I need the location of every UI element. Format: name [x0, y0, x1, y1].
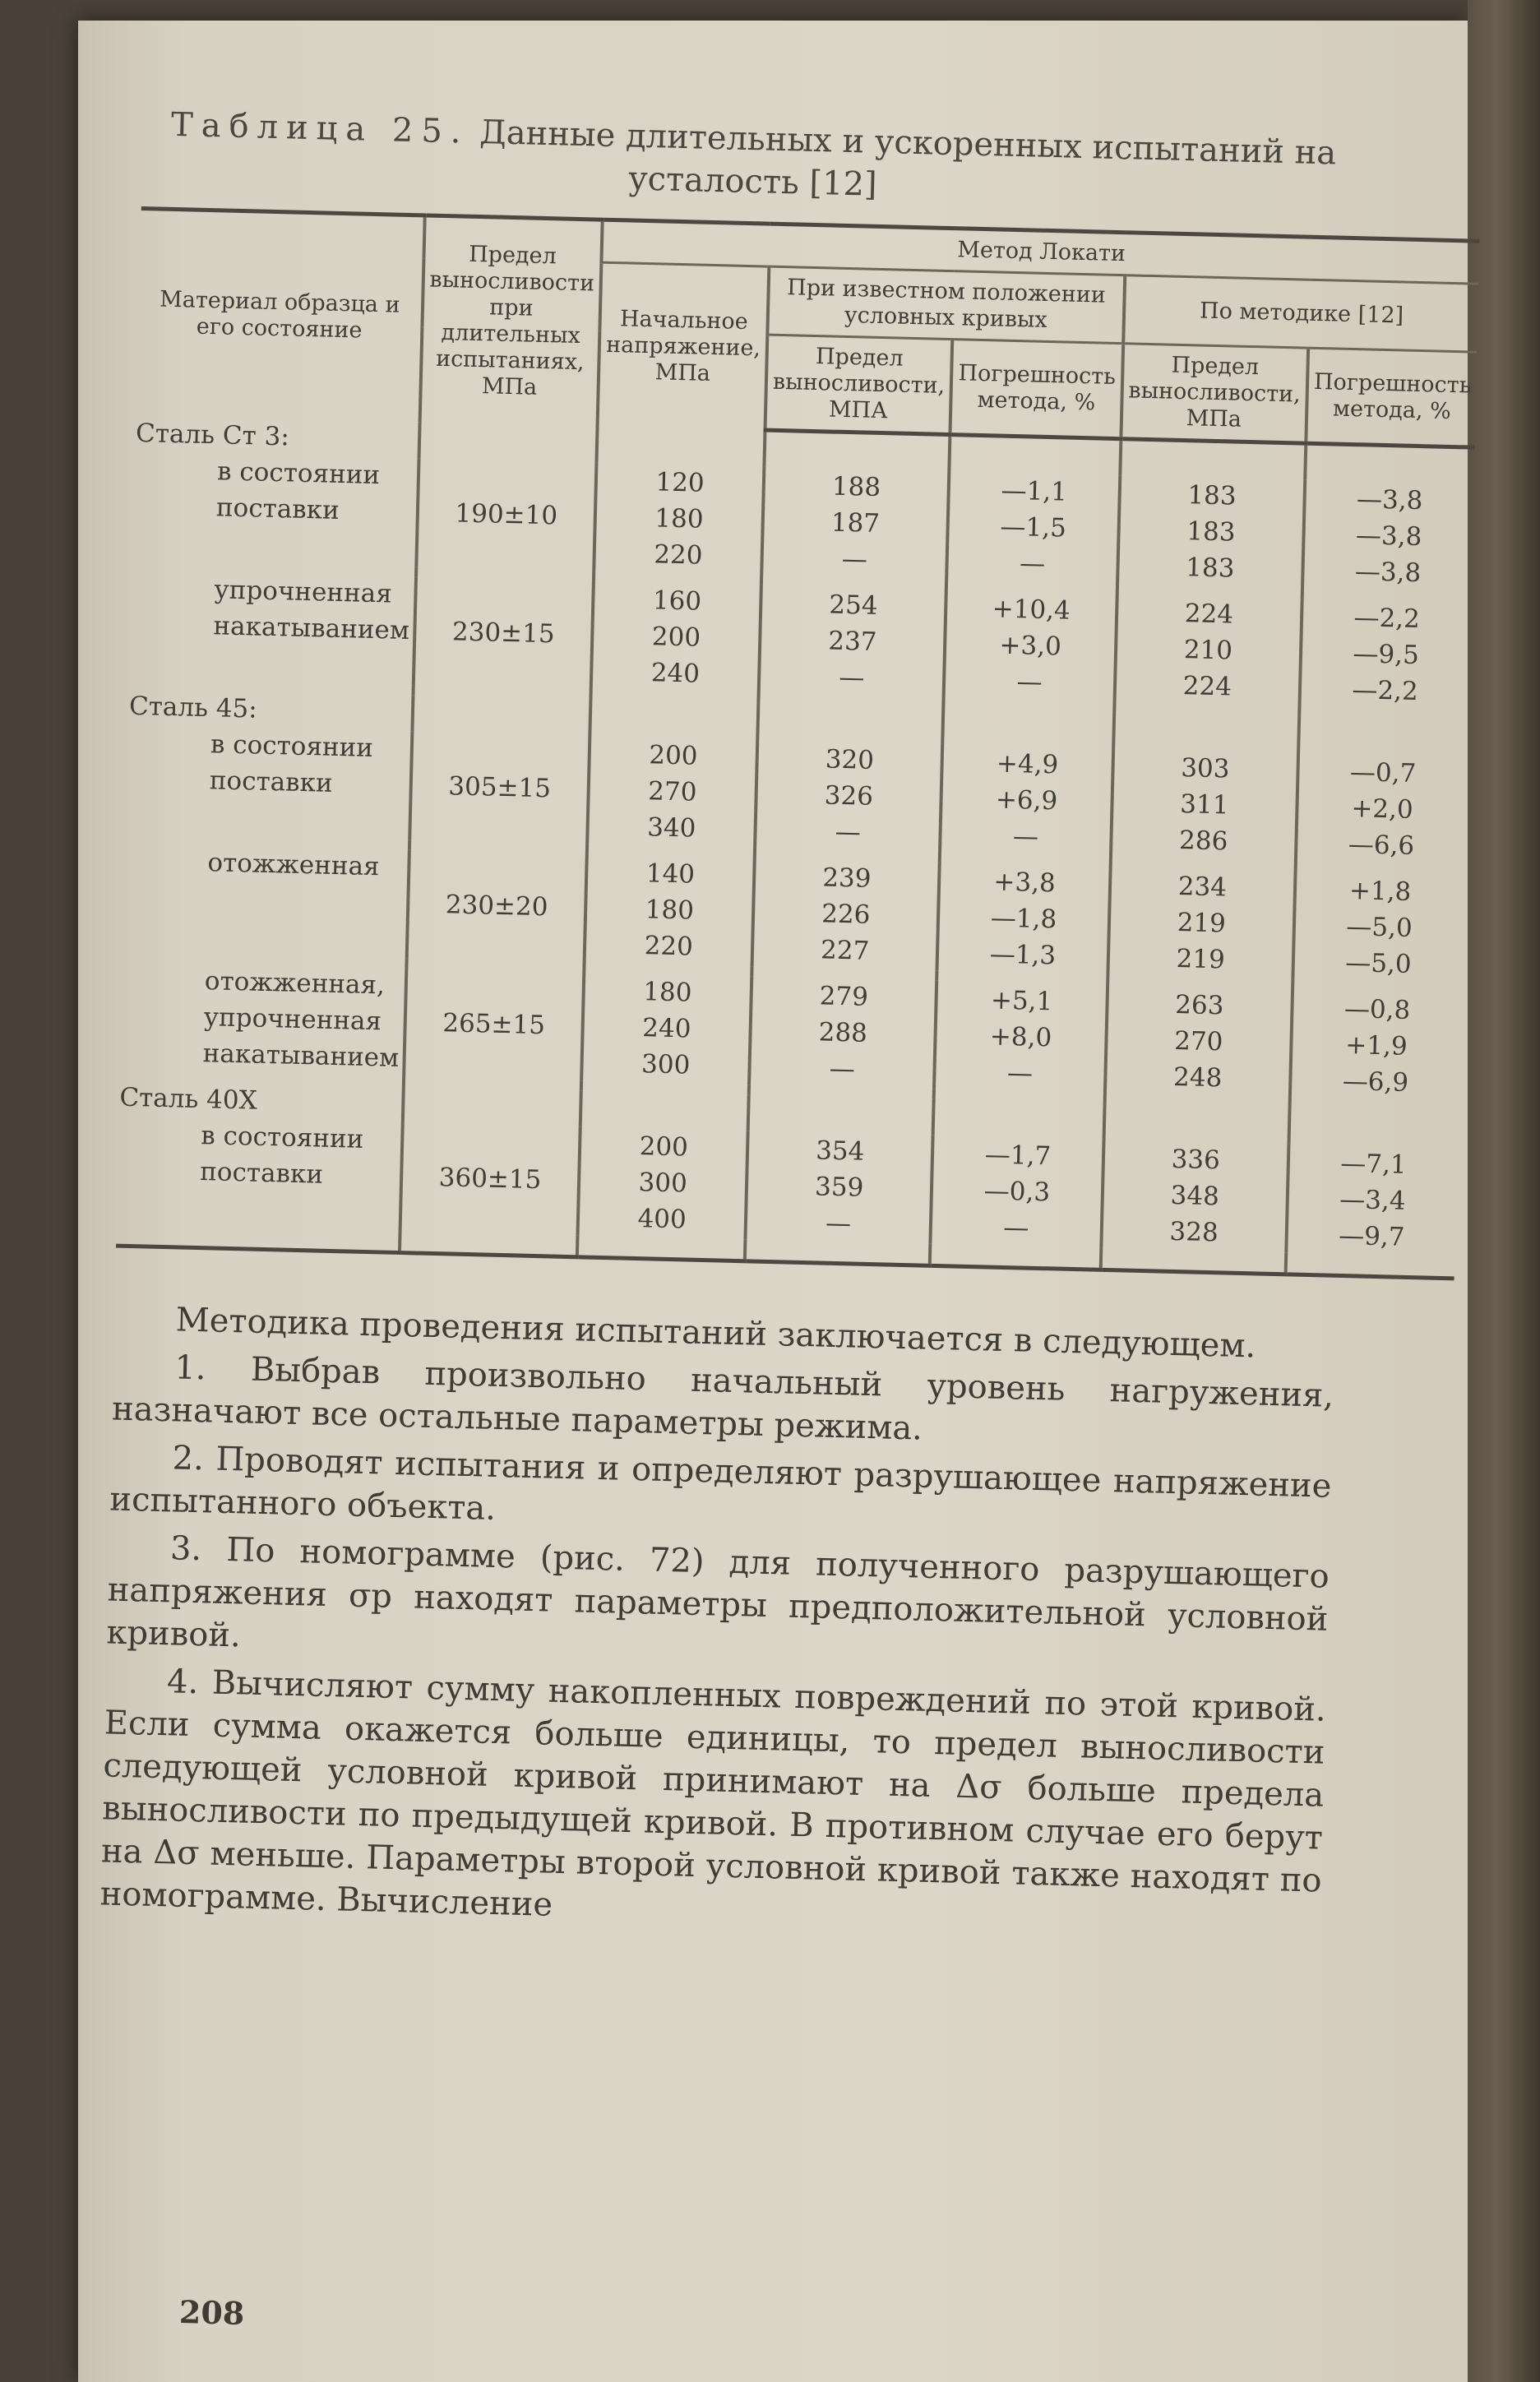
- known-limit: —: [835, 816, 862, 848]
- header-known-position: При известном положении условных кривых: [767, 266, 1125, 344]
- method-limit: 348: [1170, 1180, 1220, 1211]
- method-limit: 224: [1184, 598, 1234, 630]
- method-limit: 183: [1186, 516, 1236, 548]
- initial-stress: 400: [637, 1203, 687, 1235]
- table-title-prefix: Таблица 25.: [170, 105, 470, 151]
- known-limit: 320: [825, 743, 875, 775]
- known-limit: 237: [827, 626, 877, 657]
- method-error: —3,8: [1354, 556, 1422, 588]
- known-error: —: [1019, 548, 1046, 579]
- table-body: [116, 414, 1474, 1278]
- known-limit: 326: [824, 779, 874, 812]
- header-method-error: Погрешность метода, %: [1306, 348, 1477, 447]
- known-error: —: [1016, 666, 1043, 697]
- long-test-limit: 305±15: [447, 770, 552, 803]
- initial-stress: 180: [645, 894, 695, 926]
- header-initial-stress: Начальное напряжение, МПа: [598, 262, 770, 430]
- known-error: —1,3: [989, 938, 1057, 970]
- method-error: —0,8: [1343, 993, 1411, 1025]
- method-error: —3,8: [1355, 520, 1422, 552]
- method-error: —6,9: [1342, 1066, 1409, 1098]
- known-limit: 254: [828, 590, 879, 621]
- method-error: +2,0: [1351, 793, 1414, 825]
- material-state: поставки: [209, 765, 334, 798]
- header-method: Метод Локати: [602, 220, 1480, 284]
- initial-stress: 270: [647, 775, 697, 807]
- known-error: +5,1: [990, 984, 1053, 1016]
- long-test-limit: 230±15: [451, 616, 556, 649]
- method-limit: 286: [1178, 825, 1228, 856]
- paragraph-step-3: 3. По номограмме (рис. 72) для полученного разрушающего напряжения σр находят параметры предположительной условной кривой.: [105, 1529, 1330, 1654]
- initial-stress: 240: [641, 1012, 691, 1044]
- long-test-limit: 230±20: [445, 889, 548, 922]
- initial-stress: 300: [638, 1167, 688, 1199]
- initial-stress: 180: [642, 976, 692, 1008]
- initial-stress: 120: [655, 466, 705, 498]
- method-error: +1,8: [1348, 875, 1412, 907]
- material-state: упрочненная: [203, 1001, 382, 1036]
- body-text: [99, 1297, 1335, 1945]
- known-limit: 226: [821, 898, 871, 930]
- method-error: —3,4: [1339, 1184, 1407, 1216]
- paragraph-step-4: 4. Вычисляют сумму накопленных повреждений по этой кривой. Если сумма окажется больше единицы, то предел выносливости следующей условной кривой принимают на Δσ больше предела выносливости по предыдущей кривой. В противном случае его берут на Δσ меньше. Параметры второй условной кривой также находят по номограмме. Вычисление: [99, 1662, 1327, 1924]
- paragraph-step-2: 2. Проводят испытания и определяют разрушающее напряжение испытанного объекта.: [109, 1438, 1332, 1528]
- long-test-limit: 360±15: [438, 1162, 542, 1195]
- known-limit: —: [825, 1208, 852, 1238]
- known-error: —0,3: [983, 1175, 1051, 1207]
- known-error: +10,4: [992, 593, 1071, 626]
- known-error: +3,0: [999, 630, 1062, 661]
- known-error: —: [1012, 821, 1039, 852]
- known-error: +6,9: [995, 784, 1058, 816]
- material-state: накатыванием: [213, 610, 410, 645]
- page-content: [99, 103, 1472, 1950]
- long-test-limit: 265±15: [442, 1007, 546, 1040]
- method-limit: 311: [1179, 789, 1229, 820]
- known-error: —: [1002, 1212, 1029, 1243]
- method-error: —5,0: [1345, 911, 1413, 943]
- material-state: отожженная: [207, 847, 381, 881]
- header-material: Материал образца и его состояние: [136, 208, 425, 421]
- header-limit-long: Предел выносливости при длительных испытаниях, МПа: [419, 215, 603, 426]
- fatigue-table: [116, 206, 1480, 1280]
- initial-stress: 140: [645, 858, 696, 890]
- method-limit: 303: [1180, 752, 1230, 784]
- method-limit: 234: [1177, 871, 1228, 902]
- known-limit: 354: [815, 1135, 865, 1167]
- initial-stress: 180: [654, 502, 705, 534]
- known-limit: —: [829, 1053, 856, 1084]
- header-known-limit: Предел выносливости, МПА: [765, 335, 953, 434]
- book-spine: [1468, 0, 1540, 2382]
- method-error: —9,5: [1353, 638, 1420, 670]
- initial-stress: 340: [646, 812, 696, 844]
- method-limit: 336: [1171, 1144, 1221, 1175]
- table-title-text: Данные длительных и ускоренных испытаний на: [479, 113, 1337, 173]
- material-state: в состоянии: [210, 728, 374, 763]
- method-limit: 219: [1177, 907, 1227, 938]
- method-error: —7,1: [1339, 1148, 1408, 1180]
- method-limit: 183: [1187, 479, 1237, 511]
- table-title-text2: усталость [12]: [627, 160, 878, 204]
- known-limit: —: [841, 543, 868, 575]
- initial-stress: 300: [641, 1048, 691, 1080]
- method-limit: 270: [1173, 1025, 1223, 1057]
- known-error: +3,8: [993, 867, 1057, 898]
- known-limit: 187: [830, 507, 881, 539]
- method-limit: 248: [1172, 1061, 1223, 1093]
- initial-stress: 160: [652, 585, 702, 617]
- known-error: +8,0: [989, 1020, 1052, 1052]
- known-error: —1,7: [984, 1139, 1052, 1171]
- material-state: отожженная,: [204, 965, 386, 1000]
- header-by-method: По методике [12]: [1123, 275, 1479, 352]
- page-number: 208: [178, 2293, 245, 2332]
- material-state: поставки: [199, 1156, 324, 1190]
- known-limit: 239: [821, 862, 872, 894]
- material-state: упрочненная: [214, 574, 393, 609]
- initial-stress: 200: [648, 739, 698, 771]
- material-state: в состоянии: [200, 1120, 364, 1154]
- known-error: —1,5: [1000, 511, 1067, 543]
- method-error: —2,2: [1352, 674, 1419, 706]
- method-error: —2,2: [1353, 602, 1421, 634]
- known-limit: —: [838, 662, 865, 693]
- initial-stress: 220: [653, 539, 703, 571]
- known-error: +4,9: [996, 748, 1059, 779]
- method-error: —0,7: [1349, 756, 1417, 789]
- material-group-name: Сталь 40Х: [119, 1082, 258, 1116]
- known-limit: 188: [831, 471, 881, 502]
- method-error: —9,7: [1338, 1220, 1405, 1252]
- material-state: в состоянии: [216, 456, 381, 490]
- known-limit: 288: [818, 1016, 868, 1048]
- paragraph-intro: Методика проведения испытаний заключается в следующем.: [175, 1300, 1256, 1365]
- header-known-error: Погрешность метода, %: [950, 340, 1123, 439]
- initial-stress: 220: [644, 930, 694, 962]
- known-limit: 227: [820, 934, 870, 966]
- known-error: —: [1006, 1057, 1034, 1089]
- known-error: —1,8: [990, 902, 1057, 934]
- method-error: +1,9: [1344, 1029, 1408, 1061]
- method-error: —3,8: [1356, 483, 1423, 516]
- material-group-name: Сталь 45:: [128, 691, 258, 724]
- method-limit: 263: [1174, 989, 1224, 1020]
- initial-stress: 200: [651, 621, 701, 653]
- paragraph-step-1: 1. Выбрав произвольно начальный уровень нагружения, назначают все остальные параметры режима.: [111, 1348, 1334, 1448]
- method-error: —5,0: [1344, 947, 1413, 979]
- initial-stress: 240: [650, 657, 701, 689]
- initial-stress: 200: [639, 1131, 689, 1163]
- method-limit: 210: [1183, 634, 1233, 666]
- material-state: накатыванием: [202, 1038, 400, 1073]
- known-limit: 279: [819, 980, 869, 1012]
- material-group-name: Сталь Ст 3:: [135, 418, 290, 451]
- method-limit: 183: [1185, 552, 1235, 584]
- long-test-limit: 190±10: [455, 497, 558, 530]
- method-error: —6,6: [1348, 829, 1415, 861]
- method-limit: 224: [1182, 670, 1232, 702]
- header-method-limit: Предел выносливости, МПа: [1121, 344, 1308, 443]
- known-error: —1,1: [1001, 475, 1068, 507]
- method-limit: 328: [1169, 1216, 1219, 1247]
- material-state: поставки: [215, 492, 340, 525]
- known-limit: 359: [814, 1171, 864, 1203]
- method-limit: 219: [1176, 943, 1226, 974]
